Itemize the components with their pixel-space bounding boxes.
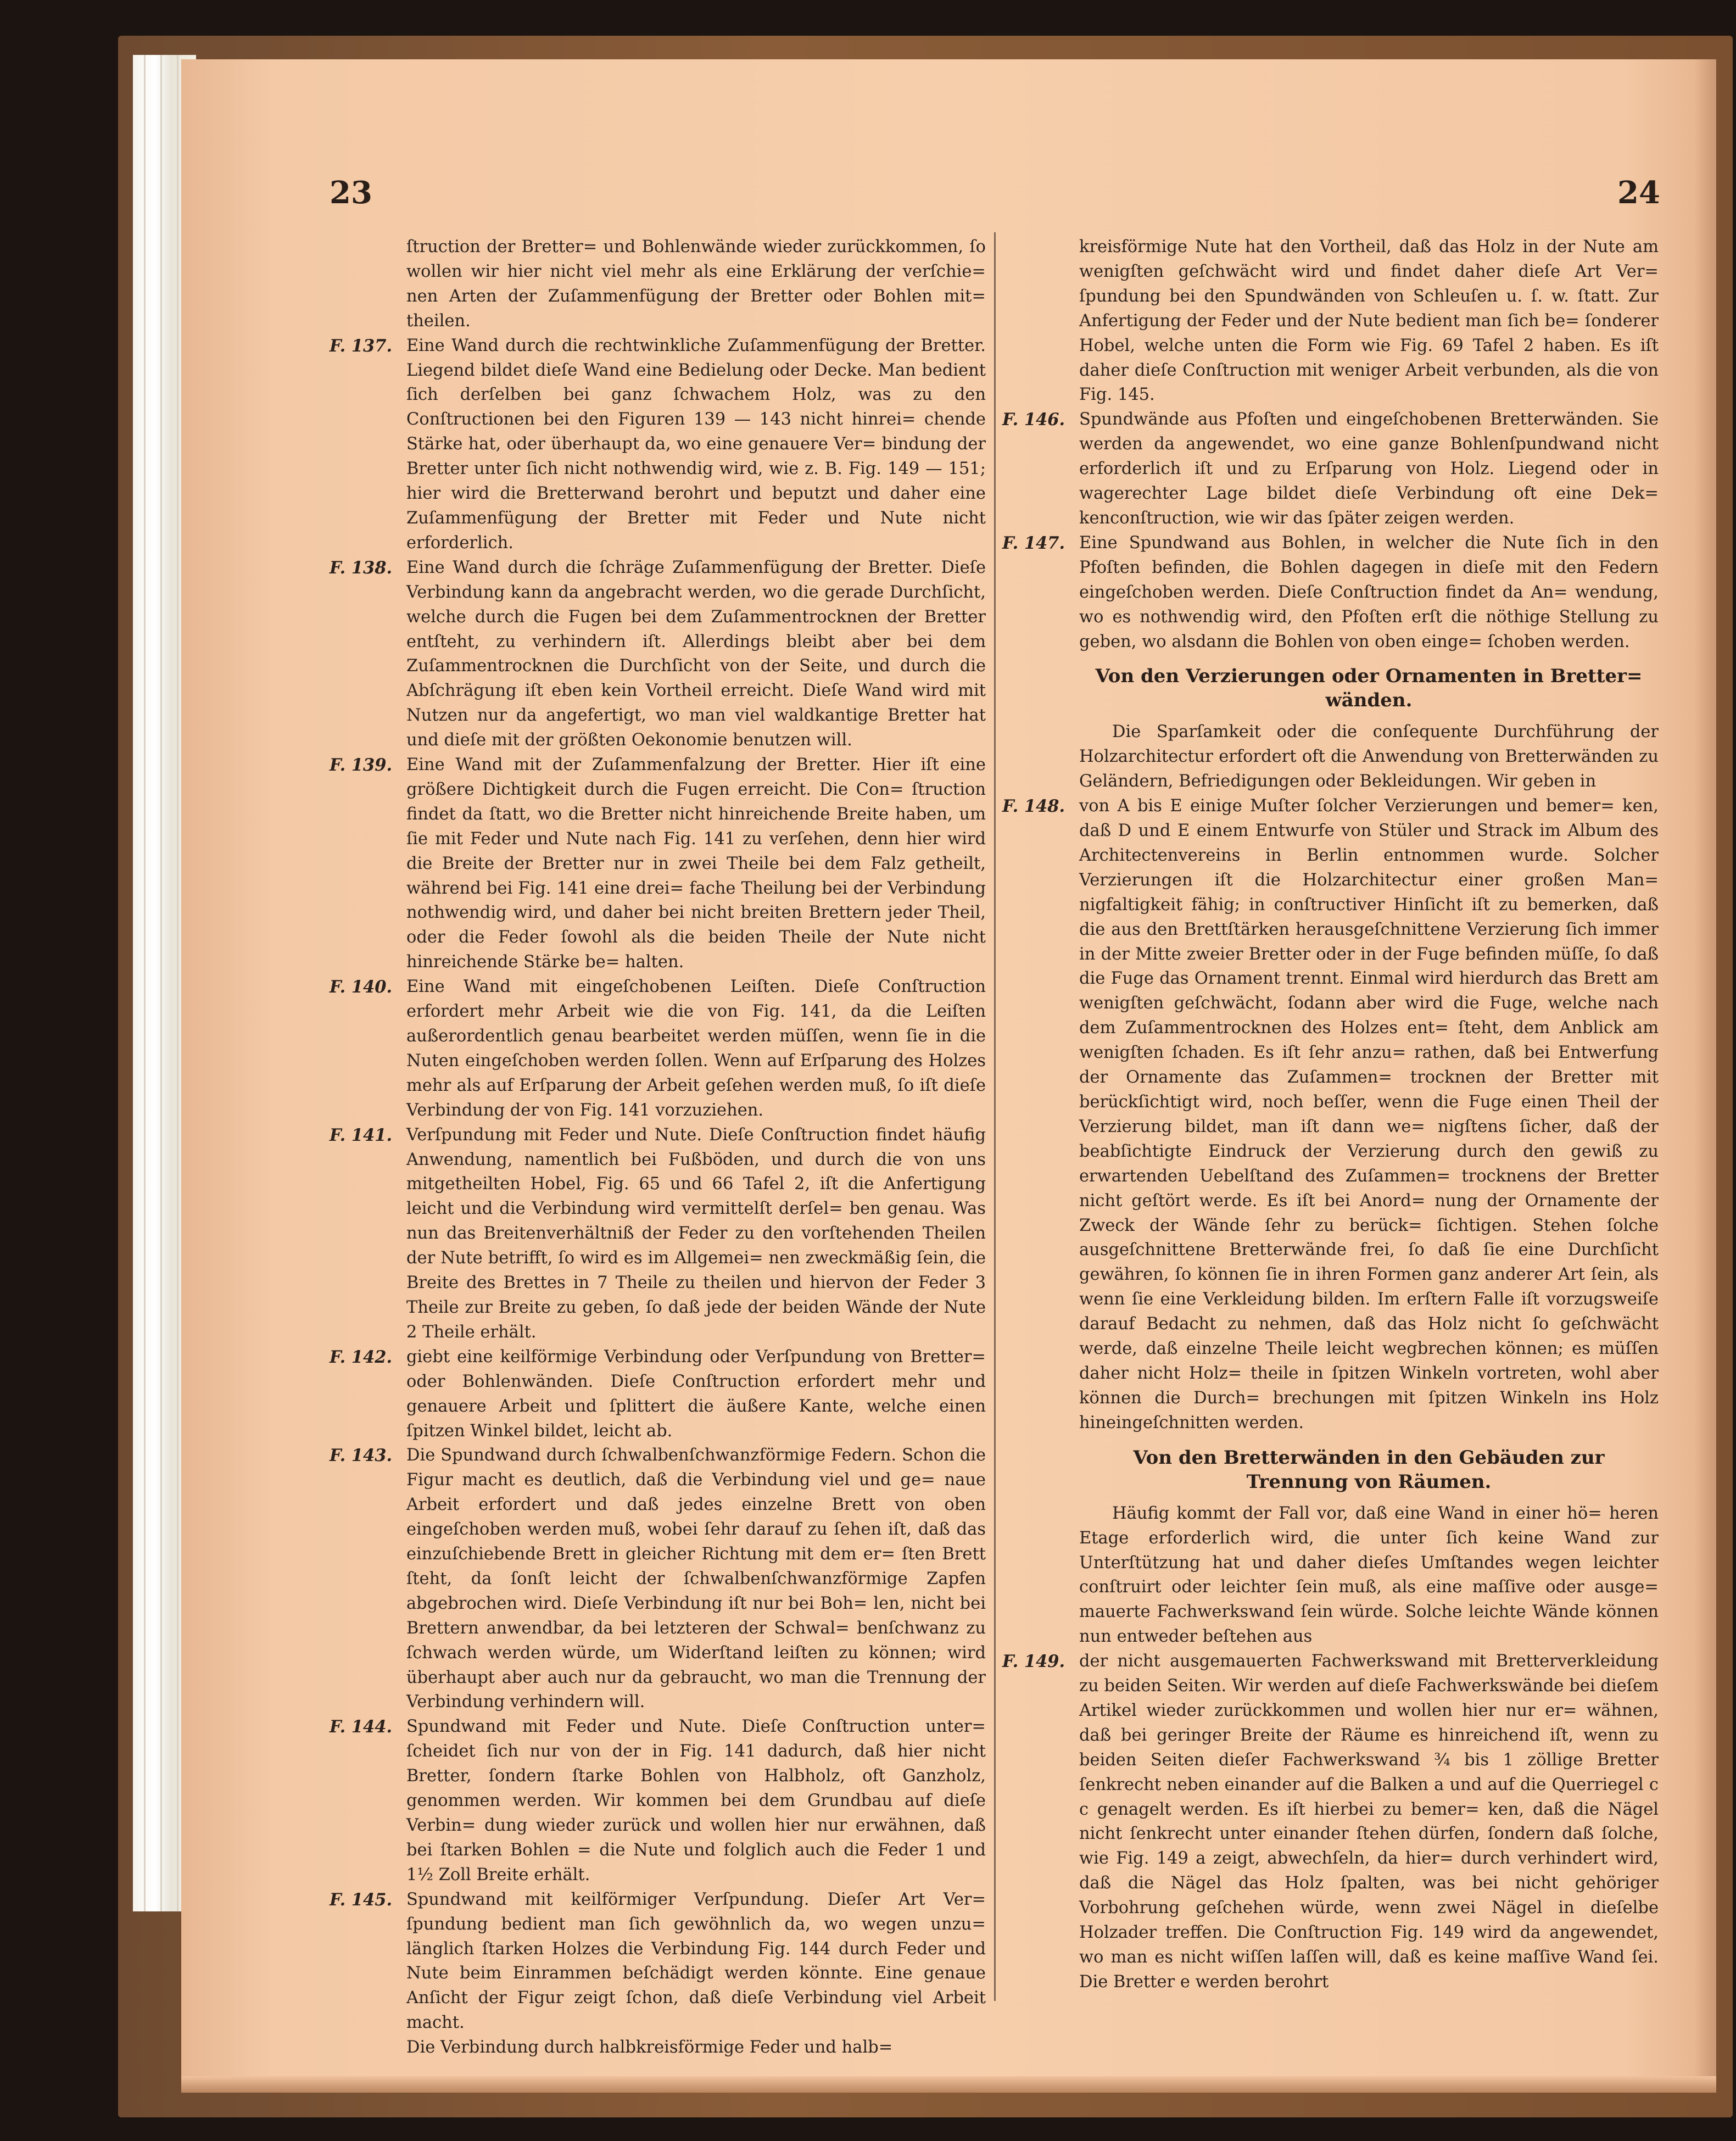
paragraph [330,556,986,753]
paragraph-text: Spundwand mit Feder und Nute. Dieſe Conſtruction unter= ſcheidet ſich nur von der in Fig. 141 dadurch, daß hier nicht Bretter, ſondern ſtarke Bohlen von Halbholz, oft Ganzholz, genommen werden. Wir kommen bei dem Grundbau auf dieſe Verbin= dung wieder zurück und wollen hier nur erwähnen, daß bei ſtarken Bohlen = die Nute und folglich auch die Feder 1 und 1½ Zoll Breite erhält. [406,1717,986,1884]
paragraph [330,975,986,1123]
paragraph-text: Eine Wand durch die ſchräge Zuſammenfügung der Bretter. Dieſe Verbindung kann da angebracht werden, wo die gerade Durchſicht, welche durch die Fugen bei dem Zuſammentrocknen der Bretter entſteht, zu verhindern iſt. Allerdings bleibt aber bei dem Zuſammentrocknen die Durchſicht von der Seite, und durch die Abſchrägung iſt eben kein Vortheil erreicht. Dieſe Wand wird mit Nutzen nur da angefertigt, wo man viel waldkantige Bretter hat und dieſe mit der größten Oekonomie benutzen will. [406,557,986,750]
paragraph-text: kreisförmige Nute hat den Vortheil, daß das Holz in der Nute am wenigſten geſchwächt wird und findet daher dieſe Art Ver= ſpundung bei den Spundwänden von Schleuſen u. ſ. w. ſtatt. Zur Anfertigung der Feder und der Nute bedient man ſich be= ſonderer Hobel, welche unten die Form wie Fig. 69 Tafel 2 haben. Es iſt daher dieſe Conſtruction mit weniger Arbeit verbunden, als die von Fig. 145. [1079,237,1659,405]
paragraph [1002,408,1659,531]
figure-reference: F. 141. [330,1125,393,1145]
figure-reference: F. 142. [330,1347,393,1367]
paragraph-text: Eine Wand mit eingeſchobenen Leiſten. Dieſe Conſtruction erfordert mehr Arbeit wie die von Fig. 141, da die Leiſten außerordentlich genau bearbeitet werden müſſen, wenn ſie in die Nuten eingeſchoben werden ſollen. Wenn auf Erſparung des Holzes mehr als auf Erſparung der Arbeit geſehen werden muß, ſo iſt dieſe Verbindung der von Fig. 141 vorzuziehen. [406,977,986,1120]
paragraph [330,753,986,975]
figure-reference: F. 148. [1002,796,1065,817]
paragraph [330,235,986,334]
paragraph-text: Spundwand mit keilförmiger Verſpundung. Dieſer Art Ver= ſpundung bedient man ſich gewöhnlich da, wo wegen unzu= länglich ſtarken Holzes die Verbindung Fig. 144 durch Feder und Nute beim Einrammen beſchädigt werden könnte. Eine genaue Anſicht der Figur zeigt ſchon, daß dieſe Verbindung viel Arbeit macht. [406,1889,986,2033]
page-number-right: 24 [1617,175,1660,211]
paragraph-text: Häufig kommt der Fall vor, daß eine Wand in einer hö= heren Etage erforderlich wird, die unter ſich keine Wand zur Unterſtützung hat und daher dieſes Umſtandes wegen leichter conſtruirt oder leichter ſein muß, als eine maſſive oder ausge= mauerte Fachwerkswand ſein würde. Solche leichte Wände können nun entweder beſtehen aus [1079,1503,1659,1647]
section-heading: Von den Bretterwänden in den Gebäuden zur Trennung von Räumen. [1133,1446,1605,1493]
paragraph [1002,1649,1659,1995]
paragraph-text: Spundwände aus Pfoſten und eingeſchobenen Bretterwänden. Sie werden da angewendet, wo eine ganze Bohlenſpundwand nicht erforderlich iſt und zu Erſparung von Holz. Liegend oder in wagerechter Lage bildet dieſe Verbindung oft eine Dek= kenconſtruction, wie wir das ſpäter zeigen werden. [1079,410,1659,528]
paragraph-text: Verſpundung mit Feder und Nute. Dieſe Conſtruction findet häufig Anwendung, namentlich bei Fußböden, und durch die von uns mitgetheilten Hobel, Fig. 65 und 66 Tafel 2, iſt die Anfertigung leicht und die Verbindung wird vermittelſt derſel= ben genau. Was nun das Breitenverhältniß der Feder zu den vorſtehenden Theilen der Nute betrifft, ſo wird es im Allgemei= nen zweckmäßig ſein, die Breite des Brettes in 7 Theile zu theilen und hiervon der Feder 3 Theile zur Breite zu geben, ſo daß jede der beiden Wände der Nute 2 Theile erhält. [406,1125,986,1342]
figure-reference: F. 145. [330,1889,393,1910]
column-divider [994,232,996,2001]
page-shadow [1694,59,1716,2092]
paragraph [1002,794,1659,1436]
figure-reference: F. 144. [330,1717,393,1737]
paragraph [1002,235,1659,408]
paragraph [330,334,986,556]
figure-reference: F. 138. [330,557,393,578]
paragraph [330,1123,986,1345]
paragraph-text: Die Verbindung durch halbkreisförmige Feder und halb= [406,2038,893,2058]
paragraph [330,1888,986,2036]
paragraph-text: giebt eine keilförmige Verbindung oder Verſpundung von Bretter= oder Bohlenwänden. Dieſe Conſtruction erfordert mehr und genauere Arbeit und ſplittert die äußere Kante, welche einen ſpitzen Winkel bildet, leicht ab. [406,1347,986,1441]
paragraph-text: der nicht ausgemauerten Fachwerkswand mit Bretterverkleidung zu beiden Seiten. Wir werden auf dieſe Fachwerkswände bei dieſem Artikel wieder zurückkommen und wollen hier nur er= wähnen, daß bei geringer Breite der Räume es hinreichend iſt, wenn zu beiden Seiten dieſer Fachwerkswand ¾ bis 1 zöllige Bretter ſenkrecht neben einander auf die Balken a und auf die Querriegel c c genagelt werden. Es iſt hierbei zu bemer= ken, daß die Nägel nicht ſenkrecht unter einander ſtehen dürfen, ſondern daß ſolche, wie Fig. 149 a zeigt, abwechſeln, da hier= durch verhindert wird, daß die Nägel das Holz ſpalten, was bei nicht gehöriger Vorbohrung geſchehen würde, wenn zwei Nägel in dieſelbe Holzader treffen. Die Conſtruction Fig. 149 wird da angewendet, wo man es nicht wiſſen laſſen will, daß es keine maſſive Wand ſei. Die Bretter e werden berohrt [1079,1652,1659,1992]
figure-reference: F. 143. [330,1446,393,1466]
paragraph [330,2036,986,2060]
page-bottom-edge [181,2076,1716,2093]
figure-reference: F. 139. [330,755,393,776]
section-heading: Von den Verzierungen oder Ornamenten in Bretter= wänden. [1095,665,1643,712]
right-column [1002,235,1659,1995]
paragraph-text: Eine Wand durch die rechtwinkliche Zuſammenfügung der Bretter. Liegend bildet dieſe Wand eine Bedielung oder Decke. Man bedient ſich derſelben bei ganz ſchwachem Holz, was zu den Conſtructionen bei den Figuren 139 — 143 nicht hinrei= chende Stärke hat, oder überhaupt da, wo eine genauere Ver= bindung der Bretter unter ſich nicht nothwendig wird, wie z. B. Fig. 149 — 151; hier wird die Bretterwand berohrt und beputzt und daher eine Zuſammenfügung der Bretter mit Feder und Nute nicht erforderlich. [406,336,986,553]
page-number-left: 23 [330,175,372,211]
paragraph-text: von A bis E einige Muſter ſolcher Verzierungen und bemer= ken, daß D und E einem Entwurfe von Stüler und Strack im Album des Architectenvereins in Berlin entnommen wurde. Solcher Verzierungen iſt die Holzarchitectur einer großen Man= nigfaltigkeit fähig; in conſtructiver Hinſicht iſt zu bemerken, daß die aus den Brettſtärken herausgeſchnittene Verzierung ſich immer in der Mitte zweier Bretter oder in der Fuge befinden müſſe, ſo daß die Fuge das Ornament trennt. Einmal wird hierdurch das Brett am wenigſten geſchwächt, ſodann aber wird die Fuge, welche nach dem Zuſammentrocknen des Holzes ent= ſteht, dem Anblick am wenigſten ſchaden. Es iſt ſehr anzu= rathen, daß bei Entwerfung der Ornamente das Zuſammen= trocknen der Bretter mit berückſichtigt wird, noch beſſer, wenn die Fuge einen Theil der Verzierung bildet, man iſt dann we= nigſtens ſicher, daß der beabſichtigte Eindruck der Verzierung durch den gewiß zu erwartenden Uebelſtand des Zuſammen= trocknens der Bretter nicht geſtört werde. Es iſt bei Anord= nung der Ornamente der Zweck der Wände ſehr zu berück= ſichtigen. Stehen ſolche ausgeſchnittene Bretterwände frei, ſo daß ſie eine Durchſicht gewähren, ſo können ſie in ihren Formen ganz anderer Art ſein, als wenn ſie eine Verkleidung bilden. Im erſtern Falle iſt vorzugsweiſe darauf Bedacht zu nehmen, daß das Holz nicht ſo geſchwächt werde, daß einzelne Theile leicht wegbrechen können; es müſſen daher nicht Holz= theile in ſpitzen Winkeln vortreten, wohl aber können die Durch= brechungen mit ſpitzen Winkeln ins Holz hineingeſchnitten werden. [1079,796,1659,1432]
figure-reference: F. 147. [1002,533,1065,553]
paragraph [1002,531,1659,655]
paragraph-text: Eine Spundwand aus Bohlen, in welcher die Nute ſich in den Pfoſten befinden, die Bohlen dagegen in dieſe mit den Federn eingeſchoben werden. Dieſe Conſtruction findet da An= wendung, wo es nothwendig wird, den Pfoſten erſt die nöthige Stellung zu geben, wo alsdann die Bohlen von oben einge= ſchoben werden. [1079,533,1659,651]
paragraph-text: Die Spundwand durch ſchwalbenſchwanzförmige Federn. Schon die Figur macht es deutlich, daß die Verbindung viel und ge= naue Arbeit erfordert und daß jedes einzelne Brett von oben eingeſchoben werden muß, wobei ſehr darauf zu ſehen iſt, daß das einzuſchiebende Brett in gleicher Richtung mit dem er= ſten Brett ſteht, da ſonſt leicht der ſchwalbenſchwanzförmige Zapfen abgebrochen wird. Dieſe Verbindung iſt nur bei Boh= len, nicht bei Brettern anwendbar, da bei letzteren der Schwal= benſchwanz zu ſchwach werden würde, um Widerſtand leiſten zu können; wird überhaupt aber auch nur da gebraucht, wo man die Trennung der Verbindung verhindern will. [406,1446,986,1712]
open-page [181,59,1716,2092]
paragraph [1002,1502,1659,1649]
figure-reference: F. 146. [1002,410,1065,430]
paragraph [330,1715,986,1887]
paragraph-text: Die Sparſamkeit oder die conſequente Durchführung der Holzarchitectur erfordert oft die Anwendung von Bretterwänden zu Geländern, Befriedigungen oder Bekleidungen. Wir geben in [1079,722,1659,791]
figure-reference: F. 137. [330,336,393,356]
figure-reference: F. 140. [330,977,393,997]
paragraph [330,1345,986,1444]
figure-reference: F. 149. [1002,1652,1065,1672]
paragraph [330,1443,986,1715]
paragraph [1002,720,1659,794]
left-column [330,235,986,2060]
paragraph-text: Eine Wand mit der Zuſammenfalzung der Bretter. Hier iſt eine größere Dichtigkeit durch die Fugen erreicht. Die Con= ſtruction findet da ſtatt, wo die Bretter nicht hinreichende Breite haben, um ſie mit Feder und Nute nach Fig. 141 zu verſehen, denn hier wird die Breite der Bretter nur in zwei Theile bei dem Falz getheilt, während bei Fig. 141 eine drei= fache Theilung bei der Verbindung nothwendig wird, und daher bei nicht breiten Brettern jeder Theil, oder die Feder ſowohl als die beiden Theile der Nute nicht hinreichende Stärke be= halten. [406,755,986,972]
paragraph-text: ſtruction der Bretter= und Bohlenwände wieder zurückkommen, ſo wollen wir hier nicht viel mehr als eine Erklärung der verſchie= nen Arten der Zuſammenfügung der Bretter oder Bohlen mit= theilen. [406,237,986,331]
